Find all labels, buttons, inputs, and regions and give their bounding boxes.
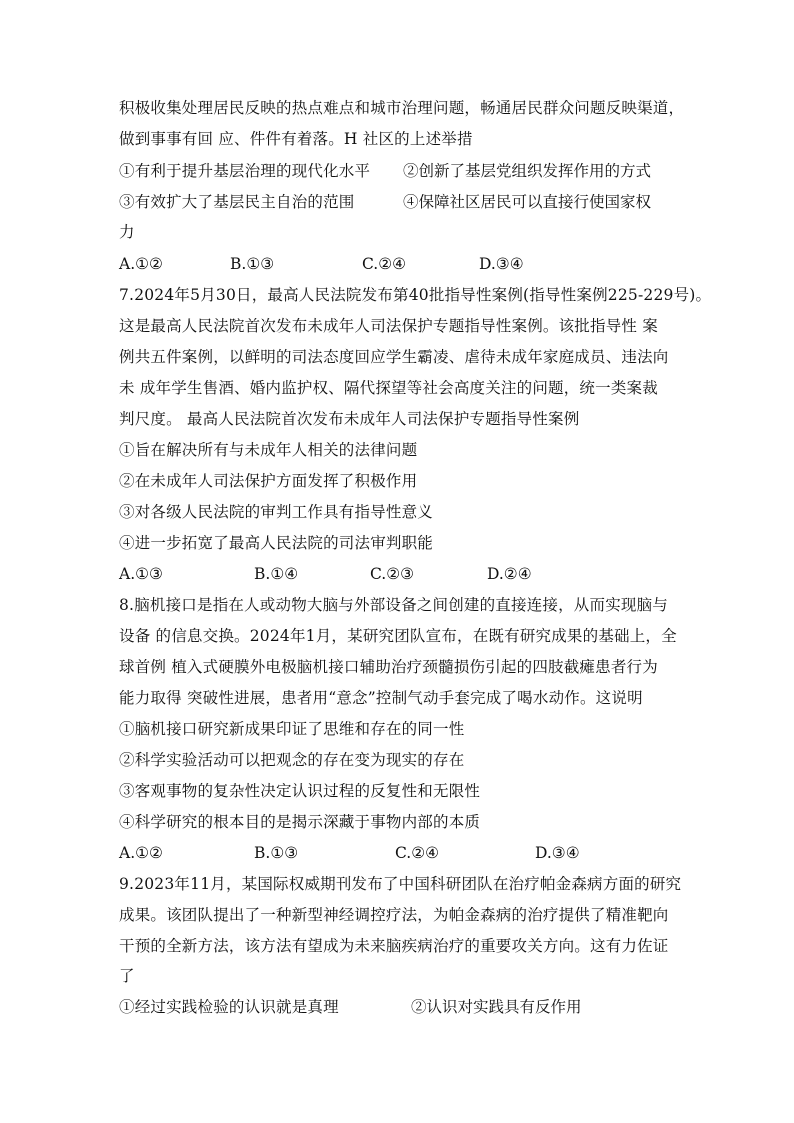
q6-stem-line-2: 做到事事有回 应、件件有着落。H 社区的上述举措 (119, 130, 473, 148)
q8-stem-line-4: 能力取得 突破性进展，患者用“意念”控制气动手套完成了喝水动作。这说明 (119, 689, 643, 707)
q7-statement-3: ③对各级人民法院的审判工作具有指导性意义 (119, 503, 434, 521)
q7-stem-line-2: 这是最高人民法院首次发布未成年人司法保护专题指导性案例。该批指导性 案 (119, 317, 658, 335)
q8-statement-3: ③客观事物的复杂性决定认识过程的反复性和无限性 (119, 782, 481, 800)
q8-stem-line-2: 设备 的信息交换。2024年1月，某研究团队宣布，在既有研究成果的基础上，全 (119, 627, 677, 645)
q6-statement-2: ②创新了基层党组织发挥作用的方式 (403, 162, 652, 180)
q9-stem-line-2: 成果。该团队提出了一种新型神经调控疗法，为帕金森病的治疗提供了精准靶向 (119, 906, 669, 924)
q9-stem-line-3: 干预的全新方法，该方法有望成为未来脑疾病治疗的重要攻关方向。这有力佐证 (119, 937, 669, 955)
q8-option-c[interactable]: C.②④ (395, 844, 440, 862)
q6-option-a[interactable]: A.①② (119, 255, 163, 273)
q8-statement-1: ①脑机接口研究新成果印证了思维和存在的同一性 (119, 720, 465, 738)
q8-stem-line-1: 8.脑机接口是指在人或动物大脑与外部设备之间创建的直接连接，从而实现脑与 (119, 596, 668, 614)
q8-statement-2: ②科学实验活动可以把观念的存在变为现实的存在 (119, 751, 465, 769)
q7-option-b[interactable]: B.①④ (254, 565, 299, 583)
q8-stem-line-3: 球首例 植入式硬膜外电极脑机接口辅助治疗颈髓损伤引起的四肢截瘫患者行为 (119, 658, 658, 676)
q9-statement-1: ①经过实践检验的认识就是真理 (119, 998, 339, 1016)
q6-statement-4-cont: 力 (119, 223, 135, 241)
q7-stem-line-5: 判尺度。 最高人民法院首次发布未成年人司法保护专题指导性案例 (119, 410, 580, 428)
q6-statement-3: ③有效扩大了基层民主自治的范围 (119, 193, 355, 211)
q8-option-b[interactable]: B.①③ (254, 844, 299, 862)
q7-statement-4: ④进一步拓宽了最高人民法院的司法审判职能 (119, 534, 434, 552)
q9-stem-line-1: 9.2023年11月，某国际权威期刊发布了中国科研团队在治疗帕金森病方面的研究 (119, 875, 682, 893)
q7-statement-1: ①旨在解决所有与未成年人相关的法律问题 (119, 441, 418, 459)
q6-option-c[interactable]: C.②④ (362, 255, 407, 273)
q8-option-d[interactable]: D.③④ (535, 844, 580, 862)
q7-stem-line-1: 7.2024年5月30日，最高人民法院发布第40批指导性案例(指导性案例225-229号)。 (119, 286, 712, 304)
q9-stem-line-4: 了 (119, 967, 135, 985)
q7-option-d[interactable]: D.②④ (487, 565, 532, 583)
q8-option-a[interactable]: A.①② (119, 844, 163, 862)
q6-option-b[interactable]: B.①③ (230, 255, 275, 273)
q7-stem-line-3: 例共五件案例，以鲜明的司法态度回应学生霸凌、虐待未成年家庭成员、违法向 (119, 348, 669, 366)
q6-statement-4: ④保障社区居民可以直接行使国家权 (403, 193, 652, 211)
q8-statement-4: ④科学研究的根本目的是揭示深藏于事物内部的本质 (119, 813, 481, 831)
q7-option-c[interactable]: C.②③ (370, 565, 415, 583)
q7-stem-line-4: 未 成年学生售酒、婚内监护权、隔代探望等社会高度关注的问题，统一类案裁 (119, 379, 658, 397)
q9-statement-2: ②认识对实践具有反作用 (411, 998, 582, 1016)
q6-stem-line-1: 积极收集处理居民反映的热点难点和城市治理问题，畅通居民群众问题反映渠道， (119, 99, 685, 117)
q6-statement-1: ①有利于提升基层治理的现代化水平 (119, 162, 371, 180)
q7-statement-2: ②在未成年人司法保护方面发挥了积极作用 (119, 472, 418, 490)
q7-option-a[interactable]: A.①③ (119, 565, 163, 583)
q6-option-d[interactable]: D.③④ (479, 255, 524, 273)
